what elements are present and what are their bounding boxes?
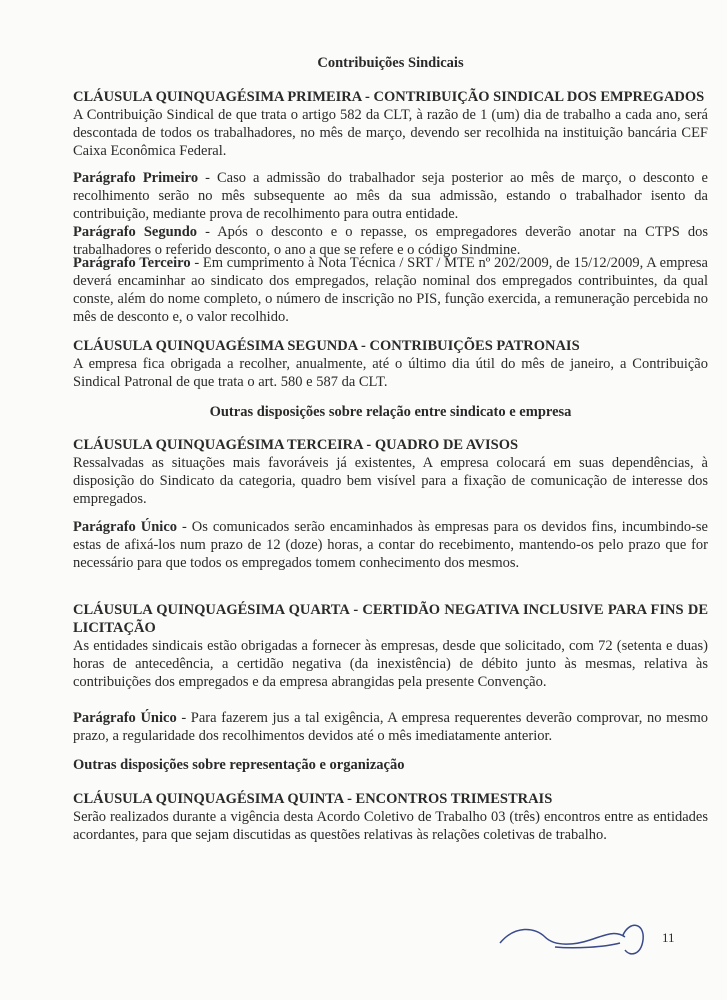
paragraph-label: Parágrafo Único [73,710,177,726]
paragraph-label: Parágrafo Primeiro [73,170,199,186]
clause-51-paragraph-3 [73,254,708,326]
clause-51-paragraph-1 [73,169,708,223]
clause-55-body: Serão realizados durante a vigência desta Acordo Coletivo de Trabalho 03 (três) encontros entre as entidades acordantes, para que sejam discutidas as questões relativas às relações coletivas de trabalho. [73,809,708,843]
clause-54-heading: CLÁUSULA QUINQUAGÉSIMA QUARTA - CERTIDÃO NEGATIVA INCLUSIVE PARA FINS DE LICITAÇÃO [73,602,708,636]
paragraph-label: Parágrafo Único [73,519,178,535]
clause-51-heading: CLÁUSULA QUINQUAGÉSIMA PRIMEIRA - CONTRIBUIÇÃO SINDICAL DOS EMPREGADOS [73,89,705,105]
clause-52-heading: CLÁUSULA QUINQUAGÉSIMA SEGUNDA - CONTRIBUIÇÕES PATRONAIS [73,338,580,354]
clause-51-body: A Contribuição Sindical de que trata o artigo 582 da CLT, à razão de 1 (um) dia de trabalho a cada ano, será descontada de todos os trabalhadores, no mês de março, devendo ser recolhida na instituição bancária CEF Caixa Econômica Federal. [73,107,708,159]
clause-53-paragraph-unico [73,518,708,572]
paragraph-text: - Após o desconto e o repasse, os empregadores deverão anotar na CTPS dos trabalhadores o referido desconto, o ano a que se refere e o código Sindmine. [73,224,709,258]
paragraph-text: - Para fazerem jus a tal exigência, A empresa requerentes deverão comprovar, no mesmo prazo, a regularidade dos recolhimentos devidos até o mês imediatamente anterior. [73,710,709,744]
clause-53-body: Ressalvadas as situações mais favoráveis já existentes, A empresa colocará em suas dependências, à disposição do Sindicato da categoria, quadro bem visível para a fixação de comunicação de interesse dos empregados. [73,455,708,507]
section-heading-representacao: Outras disposições sobre representação e organização [73,757,405,773]
paragraph-text: - Em cumprimento à Nota Técnica / SRT / MTE nº 202/2009, de 15/12/2009, A empresa deverá encaminhar ao sindicato dos empregados, relação nominal dos empregados contribuintes, da qual conste, além do nome completo, o número de inscrição no PIS, função exercida, a remuneração percebida no mês de desconto e, o valor recolhido. [73,255,708,325]
section-title: Contribuições Sindicais [317,55,464,71]
page-number: 11 [662,930,675,945]
clause-55-heading: CLÁUSULA QUINQUAGÉSIMA QUINTA - ENCONTROS TRIMESTRAIS [73,791,553,807]
signature-icon [495,915,655,965]
paragraph-text: - Os comunicados serão encaminhados às empresas para os devidos fins, incumbindo-se estas de afixá-los num prazo de 12 (doze) horas, a contar do recebimento, mantendo-os pelo prazo que for necessário para que todos os empregados tomem conhecimento dos mesmos. [73,519,708,571]
paragraph-label: Parágrafo Segundo [73,224,198,240]
clause-53-heading: CLÁUSULA QUINQUAGÉSIMA TERCEIRA - QUADRO DE AVISOS [73,437,519,453]
clause-52-body: A empresa fica obrigada a recolher, anualmente, até o último dia útil do mês de janeiro, a Contribuição Sindical Patronal de que trata o art. 580 e 587 da CLT. [73,356,708,390]
section-heading-sindicato-empresa: Outras disposições sobre relação entre sindicato e empresa [209,404,572,420]
paragraph-text: - Caso a admissão do trabalhador seja posterior ao mês de março, o desconto e recolhimento serão no mês subsequente ao mês da sua admissão, estando o trabalhador isento da contribuição, mediante prova de recolhimento para outra entidade. [73,170,708,222]
clause-54-body: As entidades sindicais estão obrigadas a fornecer às empresas, desde que solicitado, com 72 (setenta e duas) horas de antecedência, a certidão negativa (da inexistência) de débito junto às mesmas, relativa às contribuições dos empregados e da empresa abrangidas pela presente Convenção. [73,638,708,690]
clause-54-paragraph-unico [73,709,708,745]
paragraph-label: Parágrafo Terceiro [73,255,191,271]
